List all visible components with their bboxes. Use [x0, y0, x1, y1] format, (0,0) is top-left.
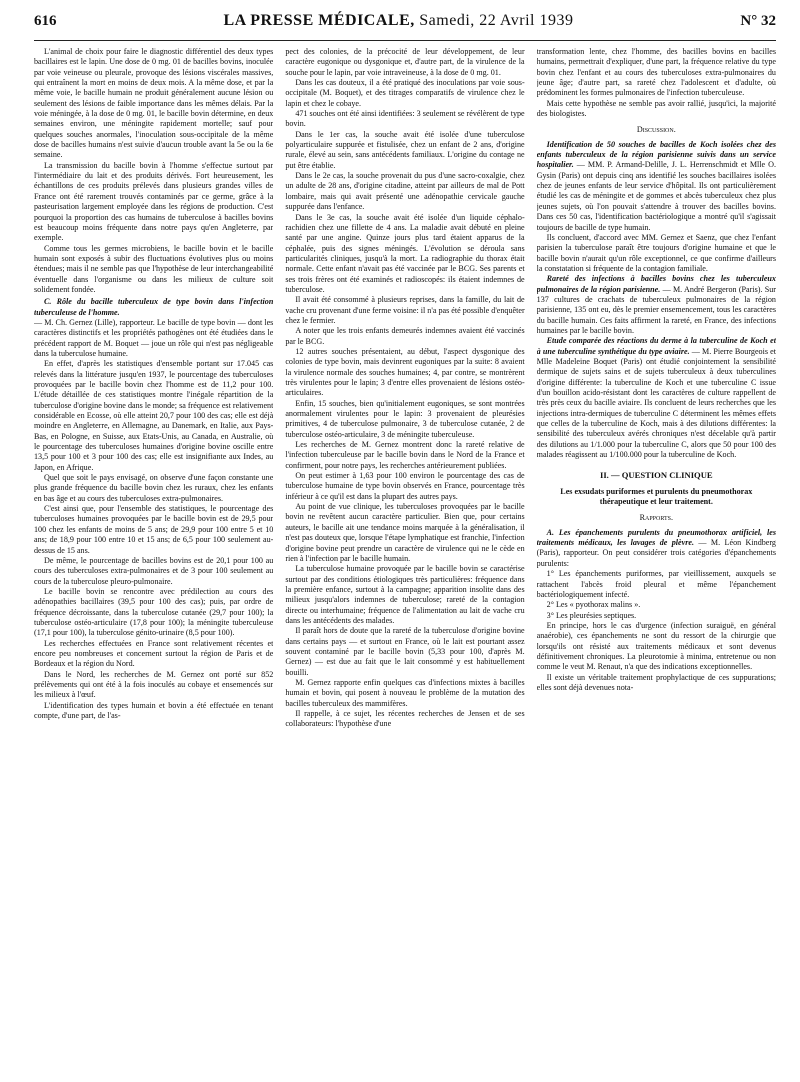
paragraph: A noter que les trois enfants demeurés indemnes avaient été vaccinés par le BCG.	[285, 326, 525, 346]
discussion-title: Identification de 50 souches de bacilles de Koch isolées chez des enfants tuberculeux de la région parisienne suivis dans un service hospitalier.	[536, 139, 776, 170]
discussion-label: Discussion.	[636, 125, 676, 135]
paragraph: Il rappelle, à ce sujet, les récentes recherches de Jensen et de ses collaborateurs: l'hypothèse d'une	[285, 709, 525, 729]
report-a	[537, 528, 776, 569]
discussion-title: Rareté des infections à bacilles bovins chez les tuberculeux pulmonaires de la région parisienne.	[536, 274, 776, 294]
text-columns	[34, 47, 776, 1067]
paragraph: Quel que soit le pays envisagé, on observe d'une façon constante une plus grande fréquence du bacille bovin chez les ruraux, chez les enfants en bas âge et au cours des tuberculoses extra-pulmonaires.	[34, 473, 274, 503]
running-header	[34, 12, 776, 41]
column-2	[285, 47, 524, 1067]
paragraph: La tuberculose humaine provoquée par le bacille bovin se caractérise surtout par des conditions étiologiques très particulières: fréquence dans la première enfance, surtout à la campagne; apparition insolite dans des milieux jusqu'alors indemnes de tuberculose; rareté de la contagion directe ou interhumaine; fréquence de l'alimentation au lait de vache cru dans les antécédents des malades.	[285, 564, 525, 625]
paragraph: Au point de vue clinique, les tuberculoses provoquées par le bacille bovin ne revêtent aucun caractère particulier. Bien que, pour certains auteurs, le bacille ait une tendance moins marquée à la généralisation, il n'est pas douteux que, lorsque l'étape lymphatique est franchie, l'infection d'origine bovine peut prendre un caractère de virulence qui ne le cède en rien à l'infection par le bacille humain.	[285, 502, 525, 563]
column-1	[34, 47, 273, 1067]
rapports-label: Rapports.	[639, 513, 674, 523]
discussion-body: — M. André Bergeron (Paris). Sur 137 cultures de crachats de tuberculeux pulmonaires de la région parisienne, 135 ont eu, dès le premier ensemencement, tous les caractères du bacille humain. Ces faits affirment la rareté, en France, des infections humaines par le bacille bovin.	[536, 284, 776, 335]
paragraph: La transmission du bacille bovin à l'homme s'effectue surtout par l'intermédiaire du lait et des produits dérivés. Fort heureusement, les échantillons de ces produits prélevés dans plusieurs grandes villes de France ont été rarement trouvés contaminés par ce germe, grâce à la pasteurisation largement employée dans les régions de production. C'est pourquoi la proportion des cas humains de tuberculose à bacilles bovins est beaucoup moins fréquente dans notre pays qu'en Angleterre, par exemple.	[34, 160, 274, 243]
paragraph: En principe, hors le cas d'urgence (infection suraiguë, en général anaérobie), ces épanchements ne sont du ressort de la chirurgie que lorsqu'ils ont résisté aux traitements médicaux et sont devenus définitivement chroniques. La pleurotomie à minima, entretenue ou non comme le veut M. Renaut, n'a que des indications exceptionnelles.	[536, 620, 776, 672]
discussion-body: — M. Pierre Bourgeois et Mlle Madeleine Boquet (Paris) ont étudié conjointement la sensibilité dermique de sujets sains et de sujets tuberculeux à deux tuberculines d'origine différente: la tuberculine de Koch et une tuberculine C issue d'un bouillon acido-résistant dont les caractères de culture rappellent de très près ceux du bacille aviaire. Ils concluent de leurs recherches que les injections intra-dermiques de tuberculine C déterminent les mêmes effets que celles de la tuberculine de Koch, mais à des dilutions différentes: la sensibilité des tuberculeux avérés chroniques n'est décelable qu'à partir des dilutions au 1/1.000 pour la tuberculine C, alors que 50 pour 100 des malades réagissent au 1/100.000 pour la tuberculine de Koch.	[536, 346, 776, 460]
section-subtitle: Les exsudats puriformes et purulents du pneumothorax thérapeutique et leur traitement.	[560, 486, 753, 507]
discussion-item-2	[537, 274, 776, 336]
report-title: A. Les épanchements purulents du pneumothorax artificiel, les traitements médicaux, les lavages de plèvre.	[536, 527, 776, 548]
discussion-item-3	[537, 336, 776, 460]
paragraph: En effet, d'après les statistiques d'ensemble portant sur 17.045 cas relevés dans la littérature jusqu'en 1937, le pourcentage des tuberculoses provoquées par le bacille bovin chez l'homme est de 11,2 pour 100. L'étude détaillée de ces statistiques montre l'inégale répartition de la tuberculose d'origine bovine dans le monde; sa fréquence est relativement considérable en Ecosse, où elle atteint 20,7 pour 100 des cas; elle est déjà moindre en Angleterre, en Allemagne, au Danemark, en Italie, aux Pays-Bas, en Pologne, en Suisse, aux Etats-Unis, au Canada, en Australie, où le pourcentage des tuberculoses humaines d'origine bovine oscille entre 13,5 pour 100 et 3 pour 100 des cas; elle est insignifiante aux Indes, au Japon, en Afrique.	[34, 359, 274, 472]
paragraph: Enfin, 15 souches, bien qu'initialement eugoniques, se sont montrées anormalement virulentes pour le lapin: 3 provenaient de pleurésies primitives, 4 de tuberculose pulmonaire, 3 de tuberculose cutanée, 2 de tuberculose ostéo-articulaire, 3 de méningite tuberculeuse.	[285, 398, 525, 439]
paragraph: C'est ainsi que, pour l'ensemble des statistiques, le pourcentage des tuberculoses humaines provoquées par le bacille bovin est de 29,5 pour 100 chez les enfants de moins de 5 ans; de 29,9 pour 100 entre 5 et 10 ans; de 18,9 pour 100 entre 10 et 15 ans; de 6,5 pour 100 seulement au-dessus de 15 ans.	[34, 504, 274, 555]
report-body: — M. Léon Kindberg (Paris), rapporteur. On peut considérer trois catégories d'épanchements purulents:	[536, 538, 776, 568]
paragraph: L'animal de choix pour faire le diagnostic différentiel des deux types bacillaires est le lapin. Une dose de 0 mg. 01 de bacilles bovins, inoculée par voie veineuse ou pleurale, provoque des lésions viscérales massives, qui entraînent la mort en moins de deux mois. A la même dose, et par la même voie, le bacille humain ne produit généralement aucune lésion ou seulement des lésions de faible importance dans les mêmes délais. Par la voie méningée, à la dose de 0 mg. 01, le bacille bovin détermine, en deux semaines environ, une méningite rapidement mortelle; sauf pour quelques souches anormales, l'inoculation sous-occipitale de la même dose de bacilles humains n'est suivie d'aucun trouble avant la 5e ou la 6e semaine.	[34, 47, 274, 160]
paragraph: transformation lente, chez l'homme, des bacilles bovins en bacilles humains, permettrait d'expliquer, d'une part, la fréquence relative du type bovin chez l'enfant et au cours des tuberculoses extra-pulmonaires du jeune âge; d'autre part, sa rareté chez l'adolescent et d'adulte, où prédominent les formes pulmonaires de l'infection tuberculeuse.	[536, 47, 776, 98]
subsection-heading: C. Rôle du bacille tuberculeux de type bovin dans l'infection tuberculeuse de l'homme.	[34, 297, 274, 317]
discussion-body: — MM. P. Armand-Delille, J. L. Herrenschmidt et Mlle O. Gysin (Paris) ont depuis cinq ans identifié les souches bacillaires isolées chez de jeunes enfants de leur service d'hôpital. Ils ont particulièrement étudié les cas de méningite et de gommes et abcès tuberculeux chez plus jeunes sujets, où l'on pouvait s'attendre à trouver des bacilles bovins. Dans ces 50 cas, l'identification bactériologique a montré qu'il s'agissait toujours de bacille de type humain.	[536, 160, 776, 232]
paragraph: Dans le 1er cas, la souche avait été isolée d'une tuberculose polyarticulaire suppurée et fistulisée, chez un enfant de 2 ans, d'origine rurale, élevé au sein, sans antécédents familiaux. L'origine du contage ne put être établie.	[285, 129, 525, 170]
list-item: 3° Les pleurésies septiques.	[546, 610, 637, 620]
paragraph: Mais cette hypothèse ne semble pas avoir rallié, jusqu'ici, la majorité des biologistes.	[536, 98, 776, 119]
paragraph: Les recherches de M. Gernez montrent donc la rareté relative de l'infection tuberculeuse par le bacille bovin dans le Nord de la France et confirment, pour notre pays, les recherches antérieurement publiées.	[285, 440, 525, 470]
header-title	[223, 12, 573, 30]
paragraph: Les recherches effectuées en France sont relativement récentes et encore peu nombreuses et concernent surtout la région de Paris et de Bordeaux et la région du Nord.	[34, 638, 274, 669]
issue-date: Samedi, 22 Avril 1939	[419, 12, 574, 29]
paragraph: 471 souches ont été ainsi identifiées: 3 seulement se révélèrent de type bovin.	[285, 109, 525, 129]
paragraph: Il existe un véritable traitement prophylactique de ces suppurations; elles sont déjà devenues nota-	[536, 672, 776, 692]
paragraph: Dans le 2e cas, la souche provenait du pus d'une sacro-coxalgie, chez un adulte de 28 ans, d'origine citadine, atteint par ailleurs de mal de Pott lombaire, mais qui avait présenté une adénopathie cervicale gauche suppurée dans l'enfance.	[285, 171, 525, 212]
paragraph: — M. Ch. Gernez (Lille), rapporteur. Le bacille de type bovin — dont les caractères distinctifs et les propriétés pathogènes ont été étudiées dans le précédent rapport de M. Boquet — joue un rôle qui n'est pas négligeable dans la tuberculose humaine.	[34, 317, 274, 358]
paragraph: Comme tous les germes microbiens, le bacille bovin et le bacille humain sont exposés à subir des fluctuations évolutives plus ou moins étendues; mais il ne semble pas que l'hypothèse de leur interchangeabilité éventuelle dans l'organisme ou dans les milieux de culture soit solidement fondée.	[34, 243, 274, 294]
column-3	[537, 47, 776, 1067]
paragraph: L'identification des types humain et bovin a été effectuée en tenant compte, d'une part, de l'as-	[34, 700, 274, 720]
paragraph: On peut estimer à 1,63 pour 100 environ le pourcentage des cas de tuberculose humaine de type bovin observés en France, pourcentage très inférieur à ce qu'il est dans la plupart des autres pays.	[285, 471, 525, 501]
paragraph: Le bacille bovin se rencontre avec prédilection au cours des adénopathies bacillaires (39,5 pour 100 des cas); puis, par ordre de fréquence décroissante, dans la tuberculose cutanée (29,7 pour 100); la tuberculose ostéo-articulaire (17,8 pour 100); la méningite tuberculeuse (17,1 pour 100), la tuberculose génito-urinaire (8,5 pour 100).	[34, 586, 274, 638]
paragraph: M. Gernez rapporte enfin quelques cas d'infections mixtes à bacilles humain et bovin, qui posent à nouveau le problème de la mutation des bacilles tuberculeux des mammifères.	[285, 677, 525, 708]
issue-number: N° 32	[740, 13, 776, 29]
section-title: II. — QUESTION CLINIQUE	[599, 470, 713, 481]
paragraph: Dans le Nord, les recherches de M. Gernez ont porté sur 852 prélèvements qui ont été à la fois inoculés au cobaye et ensemencés sur les milieux à l'œuf.	[34, 669, 274, 700]
discussion-item-1	[537, 140, 776, 233]
discussion-title: Etude comparée des réactions du derme à la tuberculine de Koch et à une tuberculine synthétique du type aviaire.	[536, 336, 776, 356]
paragraph: pect des colonies, de la précocité de leur développement, de leur caractère eugonique ou dysgonique et, d'autre part, de la virulence de la souche pour le lapin, par voie intraveineuse, à la dose de 0 mg. 01.	[285, 47, 525, 77]
list-item: 1° Les épanchements puriformes, par vieillissement, auxquels se rattachent l'abcès froid pleural et même l'épanchement bactériologiquement infecté.	[536, 569, 776, 599]
paragraph: Dans le 3e cas, la souche avait été isolée d'un liquide céphalo-rachidien chez une fillette de 4 ans. La maladie avait débuté en pleine santé par une angine. Quinze jours plus tard étaient apparus de la céphalée, puis des signes méningés. L'évolution se déroula sans particularités cliniques, jusqu'à la mort. La radiographie du thorax était normale. Cette enfant n'avait pas été vaccinée par le BCG. Ses parents et ses trois frères ont été examinés et radioscopés: ils étaient indemnes de tuberculose.	[285, 212, 525, 294]
paragraph: Ils concluent, d'accord avec MM. Gernez et Saenz, que chez l'enfant parisien la tuberculose paraît être toujours d'origine humaine et que le bacille bovin n'aurait qu'un rôle exceptionnel, ce que confirme d'ailleurs la constatation si fréquente de la contagion familiale.	[536, 232, 776, 273]
paragraph: De même, le pourcentage de bacilles bovins est de 20,1 pour 100 au cours des tuberculoses extra-pulmonaires et de 3 pour 100 seulement au cours de la tuberculose pleuro-pulmonaire.	[34, 555, 274, 586]
publication-name: LA PRESSE MÉDICALE,	[223, 12, 415, 29]
paragraph: Il avait été consommé à plusieurs reprises, dans la famille, du lait de vache cru provenant d'une ferme voisine: il n'a pas été possible d'enquêter chez le fermier.	[285, 295, 525, 325]
page-number: 616	[34, 13, 57, 29]
paragraph: Il paraît hors de doute que la rareté de la tuberculose d'origine bovine dans certains pays — et surtout en France, où le lait est pourtant assez souvent contaminé par le bacille bovin (5,33 pour 100, d'après M. Gernez) — est due au fait que le lait consommé y est habituellement bouilli.	[285, 626, 525, 677]
paragraph: Dans les cas douteux, il a été pratiqué des inoculations par voie sous-occipitale (M. Boquet), et des titrages comparatifs de virulence chez le lapin et chez le cobaye.	[285, 78, 525, 108]
list-item: 2° Les « pyothorax malins ».	[546, 600, 641, 610]
paragraph: 12 autres souches présentaient, au début, l'aspect dysgonique des colonies de type bovin, mais devinrent eugoniques par la suite: 8 avaient la virulence normale des souches humaines; 4, par contre, se montrèrent très virulentes pour le lapin; 3 d'entre elles provenaient de lésions ostéo-articulaires.	[285, 346, 525, 398]
